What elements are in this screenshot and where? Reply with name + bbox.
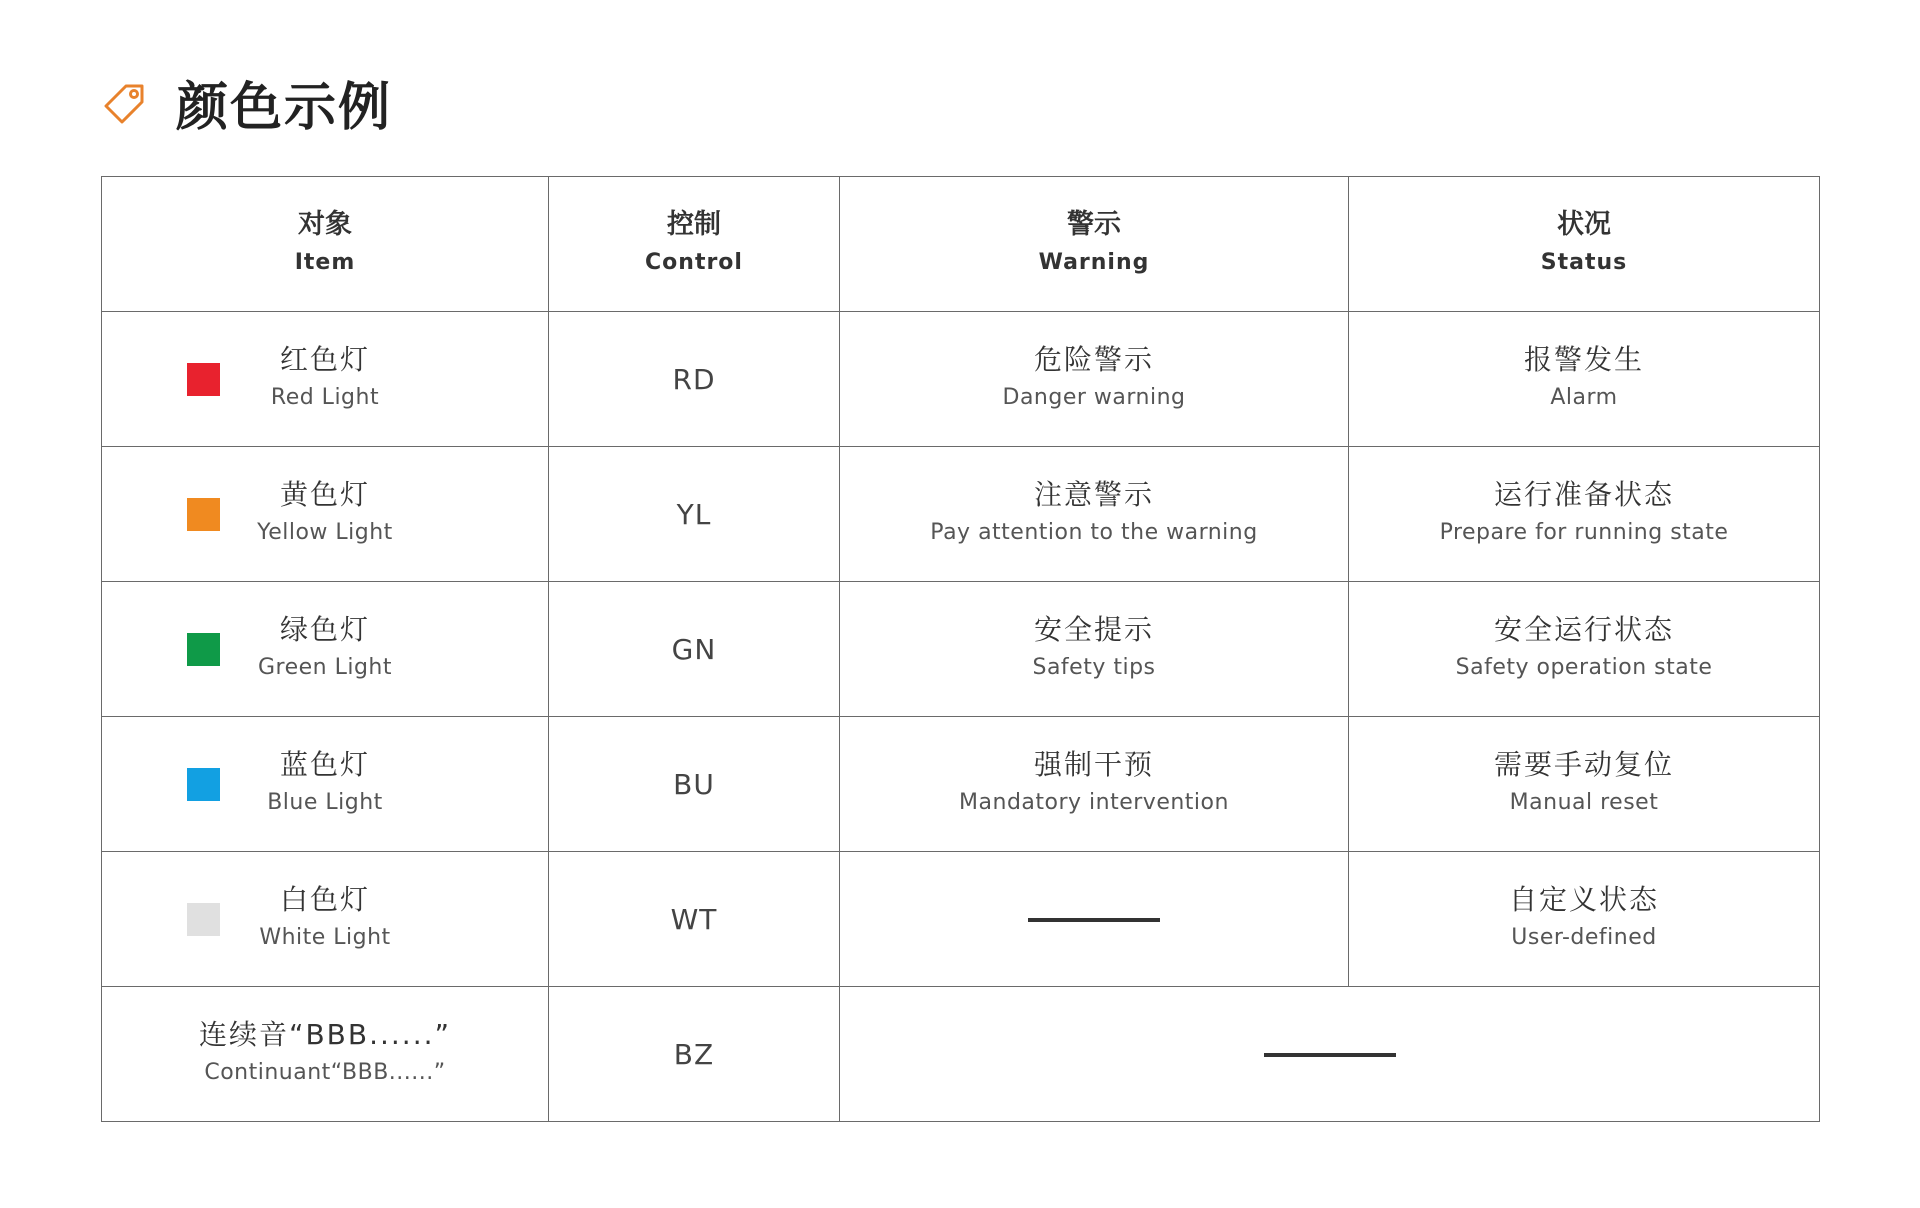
status-cell xyxy=(1349,312,1820,447)
item-en: White Light xyxy=(259,925,391,950)
control-cell xyxy=(549,717,840,852)
header-warning-en: Warning xyxy=(1038,250,1150,275)
item-cell xyxy=(102,987,549,1122)
color-table-wrap xyxy=(101,176,1820,1122)
table-row xyxy=(102,447,1820,582)
status-en: User-defined xyxy=(1511,925,1657,950)
warning-en: Safety tips xyxy=(1032,655,1156,680)
item-cell xyxy=(102,582,549,717)
status-zh: 自定义状态 xyxy=(1508,883,1659,916)
item-en: Red Light xyxy=(270,385,380,410)
table-row xyxy=(102,852,1820,987)
item-en: Blue Light xyxy=(267,790,383,815)
header-item-zh: 对象 xyxy=(298,209,352,240)
item-en: Green Light xyxy=(257,655,393,680)
warning-zh: 注意警示 xyxy=(1033,478,1154,511)
item-text xyxy=(257,476,393,552)
item-text xyxy=(271,341,379,417)
header-status-zh: 状况 xyxy=(1557,209,1611,240)
color-swatch-yellow xyxy=(187,498,220,531)
control-code: WT xyxy=(670,902,718,936)
header-warning-zh: 警示 xyxy=(1067,209,1121,240)
status-zh: 需要手动复位 xyxy=(1493,748,1674,781)
control-cell xyxy=(549,447,840,582)
item-zh: 蓝色灯 xyxy=(279,748,370,781)
item-zh: 白色灯 xyxy=(279,883,370,916)
warning-cell xyxy=(840,852,1349,987)
item-cell xyxy=(102,447,549,582)
color-swatch-green xyxy=(187,633,220,666)
page-title: 颜色示例 xyxy=(176,77,393,138)
item-text xyxy=(259,881,390,957)
warning-cell xyxy=(840,717,1349,852)
warning-zh: 强制干预 xyxy=(1033,748,1154,781)
header-control xyxy=(549,177,840,312)
table-row xyxy=(102,312,1820,447)
warning-zh: 安全提示 xyxy=(1033,613,1154,646)
control-cell xyxy=(549,852,840,987)
warning-cell xyxy=(840,312,1349,447)
header-control-zh: 控制 xyxy=(667,209,721,240)
control-cell xyxy=(549,582,840,717)
header-status-en: Status xyxy=(1540,250,1628,275)
warning-en: Danger warning xyxy=(1002,385,1186,410)
status-zh: 报警发生 xyxy=(1523,343,1644,376)
warning-cell xyxy=(840,582,1349,717)
merged-warning-status-cell xyxy=(840,987,1820,1122)
item-cell xyxy=(102,717,549,852)
control-code: BU xyxy=(673,767,715,801)
item-zh: 红色灯 xyxy=(279,343,370,376)
warning-zh: 危险警示 xyxy=(1033,343,1154,376)
status-en: Manual reset xyxy=(1509,790,1659,815)
control-code: RD xyxy=(672,362,716,396)
control-code: BZ xyxy=(673,1037,715,1071)
status-en: Prepare for running state xyxy=(1439,520,1729,545)
table-row xyxy=(102,582,1820,717)
item-cell xyxy=(102,312,549,447)
header-status xyxy=(1349,177,1820,312)
empty-dash xyxy=(1264,1053,1396,1057)
item-cell xyxy=(102,852,549,987)
control-code: GN xyxy=(671,632,717,666)
status-cell xyxy=(1349,582,1820,717)
status-zh: 安全运行状态 xyxy=(1493,613,1674,646)
item-text xyxy=(258,611,392,687)
item-zh: 绿色灯 xyxy=(279,613,370,646)
control-cell xyxy=(549,312,840,447)
table-header-row xyxy=(102,177,1820,312)
warning-en: Pay attention to the warning xyxy=(930,520,1258,545)
item-en: Yellow Light xyxy=(257,520,393,545)
status-cell xyxy=(1349,852,1820,987)
header-warning xyxy=(840,177,1349,312)
empty-dash xyxy=(1028,918,1160,922)
item-en: Continuant“BBB......” xyxy=(204,1060,446,1085)
control-code: YL xyxy=(676,497,712,531)
warning-en: Mandatory intervention xyxy=(959,790,1229,815)
header-item xyxy=(102,177,549,312)
tag-icon xyxy=(100,77,150,127)
item-zh: 连续音“BBB......” xyxy=(198,1018,452,1051)
title-row xyxy=(100,62,392,142)
warning-cell xyxy=(840,447,1349,582)
header-control-en: Control xyxy=(645,250,743,275)
status-en: Alarm xyxy=(1550,385,1618,410)
item-zh: 黄色灯 xyxy=(279,478,370,511)
table-row xyxy=(102,717,1820,852)
control-cell xyxy=(549,987,840,1122)
header-item-en: Item xyxy=(294,250,356,275)
status-zh: 运行准备状态 xyxy=(1493,478,1674,511)
status-en: Safety operation state xyxy=(1455,655,1713,680)
color-table xyxy=(101,176,1820,1122)
status-cell xyxy=(1349,717,1820,852)
color-swatch-blue xyxy=(187,768,220,801)
table-row xyxy=(102,987,1820,1122)
color-swatch-white xyxy=(187,903,220,936)
color-swatch-red xyxy=(187,363,220,396)
item-text xyxy=(267,746,383,822)
status-cell xyxy=(1349,447,1820,582)
